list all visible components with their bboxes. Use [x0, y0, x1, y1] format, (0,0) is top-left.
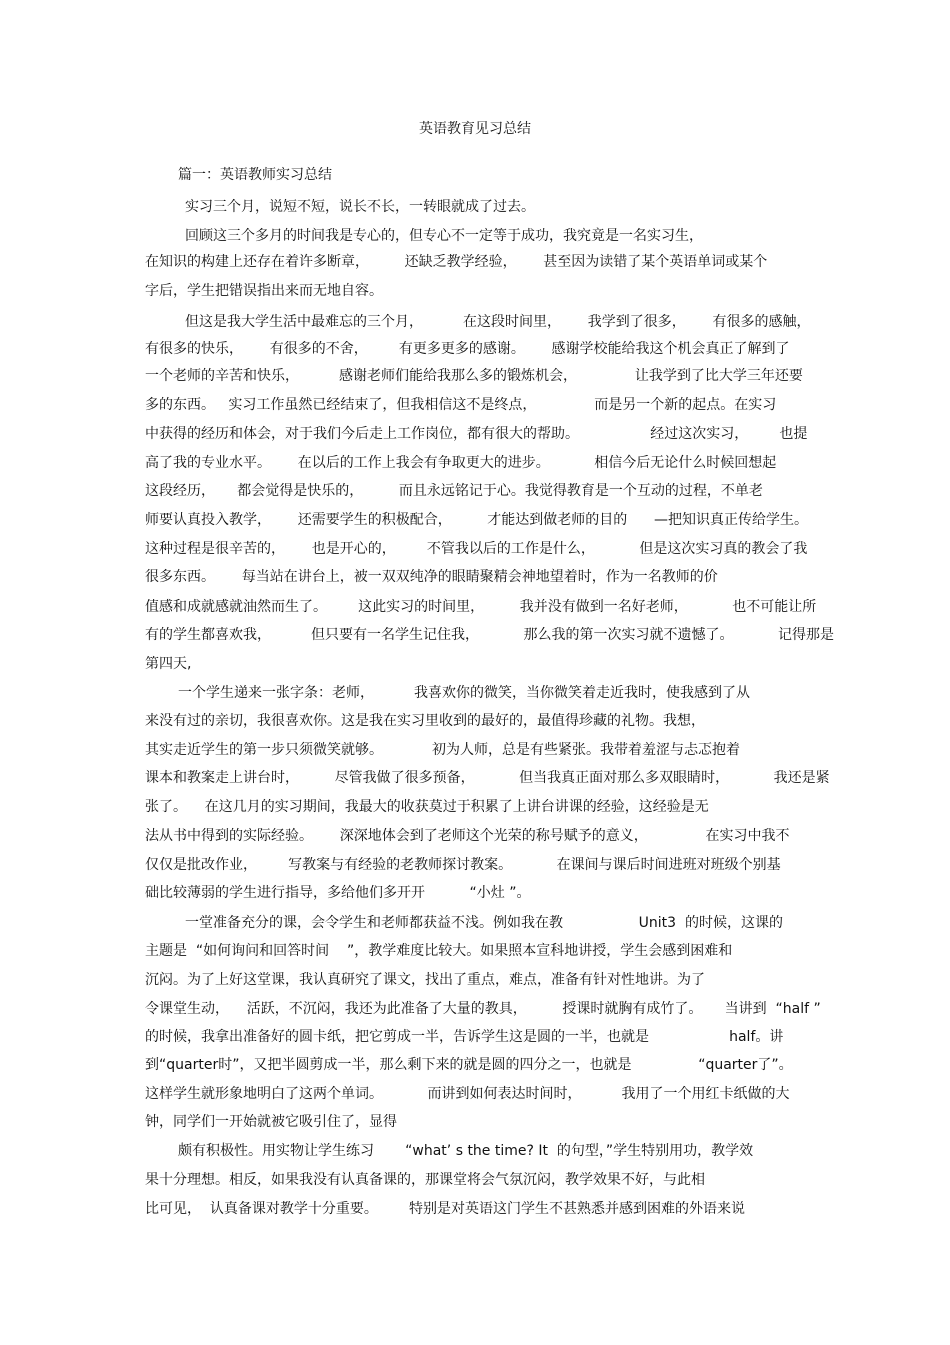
paragraph-line: 值感和成就感就油然而生了。 这此实习的时间里， 我并没有做到一名好老师， 也不可能让所	[145, 599, 817, 615]
paragraph-line: 主题是 “如何询问和回答时间 ”，教学难度比较大。如果照本宣科地讲授，学生会感到困难和	[145, 943, 733, 959]
paragraph-line: 在知识的构建上还存在着许多断章， 还缺乏教学经验， 甚至因为读错了某个英语单词或某个	[145, 254, 768, 270]
paragraph-line: 来没有过的亲切，我很喜欢你。这是我在实习里收到的最好的，最值得珍藏的礼物。我想，	[145, 713, 705, 729]
paragraph-line: 但这是我大学生活中最难忘的三个月， 在这段时间里， 我学到了很多， 有很多的感触，	[185, 314, 811, 330]
paragraph-line: 颇有积极性。用实物让学生练习 “what’ s the time? It 的句型，”学生特别用功，教学效	[178, 1143, 754, 1159]
paragraph-line: 字后，学生把错误指出来而无地自容。	[145, 283, 383, 299]
paragraph-line: 钟，同学们一开始就被它吸引住了，显得	[145, 1114, 397, 1130]
paragraph-line: 师要认真投入教学， 还需要学生的积极配合， 才能达到做老师的目的 —把知识真正传给学生。	[145, 512, 809, 528]
paragraph-line: 多的东西。 实习工作虽然已经结束了，但我相信这不是终点， 而是另一个新的起点。在实习	[145, 397, 777, 413]
paragraph-line: 比可见， 认真备课对教学十分重要。 特别是对英语这门学生不甚熟悉并感到困难的外语来说	[145, 1201, 746, 1217]
paragraph-line: 很多东西。 每当站在讲台上，被一双双纯净的眼睛聚精会神地望着时，作为一名教师的价	[145, 569, 718, 585]
paragraph-line: 实习三个月，说短不短，说长不长，一转眼就成了过去。	[185, 199, 535, 215]
section-heading: 篇一：英语教师实习总结	[178, 167, 332, 183]
paragraph-line: 中获得的经历和体会，对于我们今后走上工作岗位，都有很大的帮助。 经过这次实习， 也提	[145, 426, 808, 442]
paragraph-line: 高了我的专业水平。 在以后的工作上我会有争取更大的进步。 相信今后无论什么时候回想起	[145, 455, 777, 471]
paragraph-line: 这种过程是很辛苦的， 也是开心的， 不管我以后的工作是什么， 但是这次实习真的教会了我	[145, 541, 808, 557]
paragraph-line: 有很多的快乐， 有很多的不舍， 有更多更多的感谢。 感谢学校能给我这个机会真正了解到了	[145, 341, 790, 357]
paragraph-line: 有的学生都喜欢我， 但只要有一名学生记住我， 那么我的第一次实习就不遗憾了。 记得那是	[145, 627, 835, 643]
paragraph-line: 回顾这三个多月的时间我是专心的，但专心不一定等于成功，我究竟是一名实习生，	[185, 228, 703, 244]
paragraph-line: 础比较薄弱的学生进行指导，多给他们多开开 “小灶 ”。	[145, 885, 531, 901]
paragraph-line: 第四天,	[145, 656, 192, 672]
paragraph-line: 的时候，我拿出准备好的圆卡纸，把它剪成一半，告诉学生这是圆的一半，也就是 half。讲	[145, 1029, 784, 1045]
paragraph-line: 其实走近学生的第一步只须微笑就够。 初为人师，总是有些紧张。我带着羞涩与忐忑抱着	[145, 742, 740, 758]
paragraph-line: 一堂准备充分的课，会令学生和老师都获益不浅。例如我在教 Unit3 的时候，这课的	[185, 915, 783, 931]
paragraph-line: 法从书中得到的实际经验。 深深地体会到了老师这个光荣的称号赋予的意义， 在实习中我不	[145, 828, 790, 844]
paragraph-line: 这样学生就形象地明白了这两个单词。 而讲到如何表达时间时， 我用了一个用红卡纸做的大	[145, 1086, 790, 1102]
paragraph-line: 仅仅是批改作业， 写教案与有经验的老教师探讨教案。 在课间与课后时间进班对班级个别基	[145, 857, 781, 873]
paragraph-line: 一个学生递来一张字条：老师， 我喜欢你的微笑，当你微笑着走近我时，使我感到了从	[178, 685, 751, 701]
document-title: 英语教育见习总结	[419, 121, 531, 137]
paragraph-line: 令课堂生动， 活跃，不沉闷，我还为此准备了大量的教具， 授课时就胸有成竹了。 当讲到 “half ”	[145, 1001, 821, 1017]
paragraph-line: 张了。 在这几月的实习期间，我最大的收获莫过于积累了上讲台讲课的经验，这经验是无	[145, 799, 709, 815]
paragraph-line: 沉闷。为了上好这堂课，我认真研究了课文，找出了重点，难点，准备有针对性地讲。为了	[145, 972, 705, 988]
paragraph-line: 课本和教案走上讲台时， 尽管我做了很多预备， 但当我真正面对那么多双眼睛时， 我还是紧	[145, 770, 830, 786]
paragraph-line: 果十分理想。相反，如果我没有认真备课的，那课堂将会气氛沉闷，教学效果不好，与此相	[145, 1172, 705, 1188]
paragraph-line: 这段经历， 都会觉得是快乐的， 而且永远铭记于心。我觉得教育是一个互动的过程，不单老	[145, 483, 763, 499]
paragraph-line: 一个老师的辛苦和快乐， 感谢老师们能给我那么多的锻炼机会， 让我学到了比大学三年还要	[145, 368, 803, 384]
paragraph-line: 到“quarter时”，又把半圆剪成一半，那么剩下来的就是圆的四分之一，也就是 “quarter了”。	[145, 1057, 793, 1073]
